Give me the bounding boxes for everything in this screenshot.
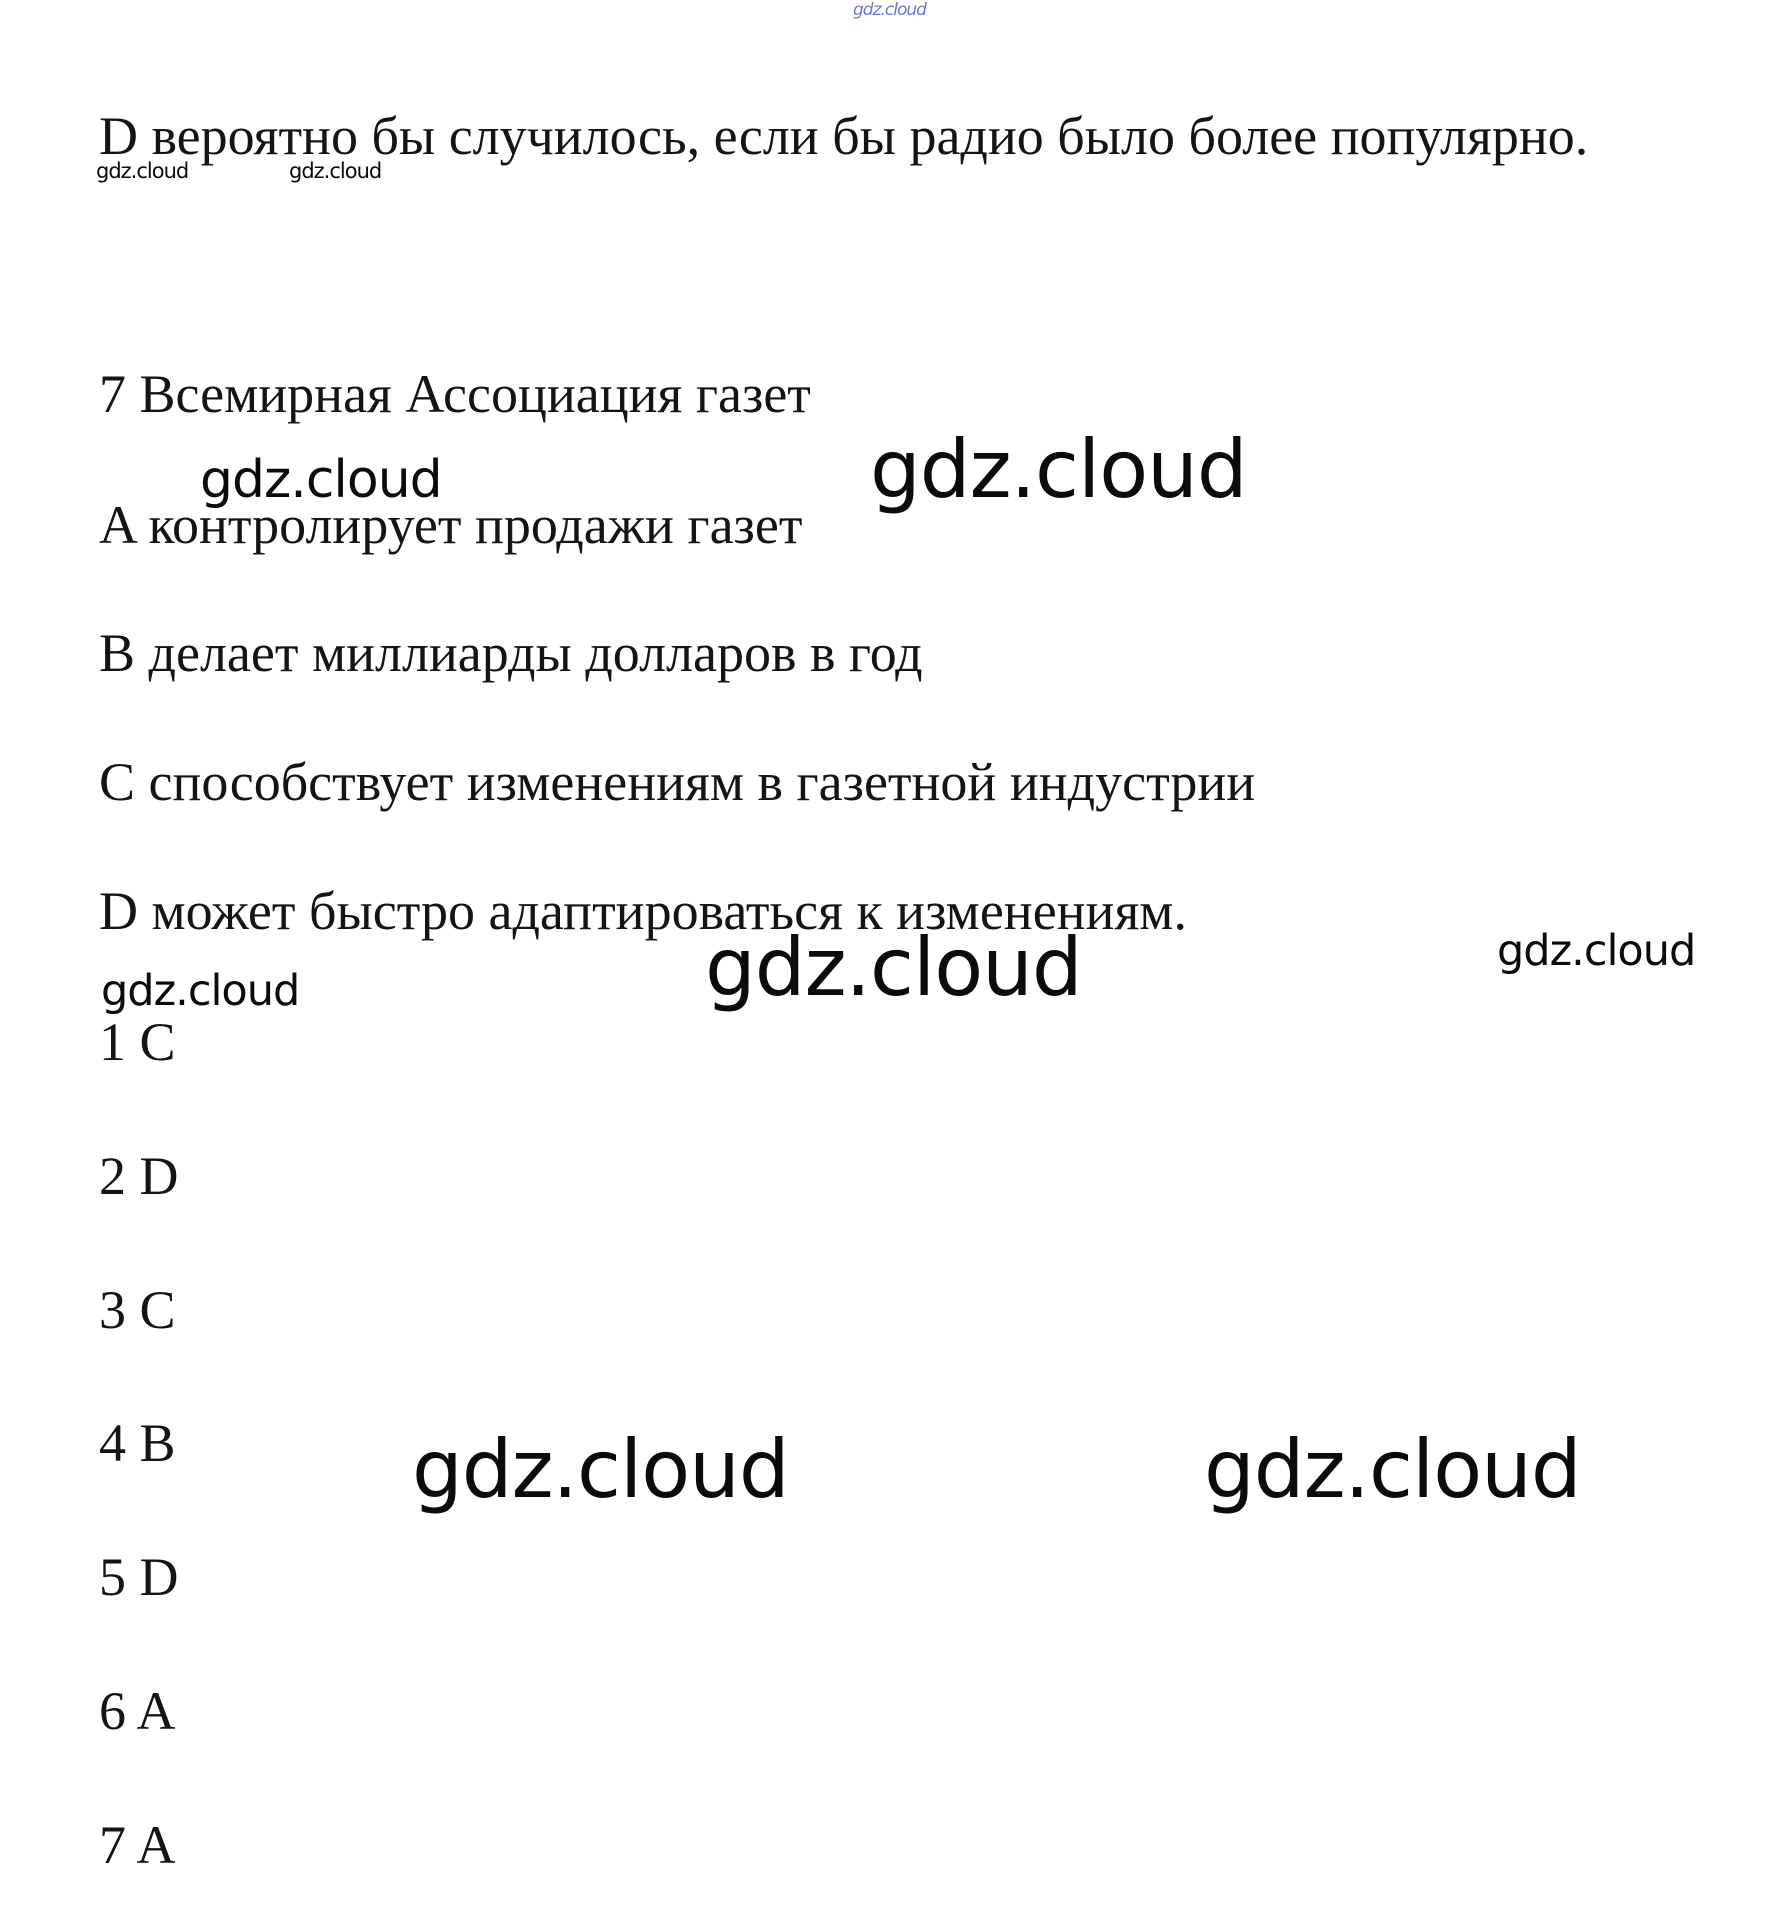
watermark-medium: gdz.cloud — [101, 966, 300, 1016]
option-line: B делает миллиарды долларов в год — [99, 623, 923, 683]
watermark-large: gdz.cloud — [412, 1423, 789, 1516]
watermark-large: gdz.cloud — [1204, 1423, 1581, 1516]
option-line: A контролирует продажи газет — [99, 495, 803, 555]
answer-item: 3 C — [99, 1280, 176, 1340]
watermark-large: gdz.cloud — [870, 423, 1247, 516]
watermark-medium: gdz.cloud — [200, 450, 442, 510]
answer-item: 2 D — [99, 1146, 179, 1206]
watermark-medium: gdz.cloud — [1497, 926, 1696, 976]
answer-item: 1 C — [99, 1012, 176, 1072]
watermark-small: gdz.cloud — [96, 159, 189, 183]
answer-item: 5 D — [99, 1547, 179, 1607]
option-line: D может быстро адаптироваться к изменениям. — [99, 881, 1187, 941]
answer-item: 4 B — [99, 1413, 176, 1473]
watermark-large: gdz.cloud — [705, 921, 1082, 1014]
answer-item: 6 A — [99, 1681, 176, 1741]
option-line: D вероятно бы случилось, если бы радио было более популярно. — [99, 106, 1589, 166]
answer-item: 7 A — [99, 1815, 176, 1875]
question-heading: 7 Всемирная Ассоциация газет — [99, 364, 811, 424]
watermark-small: gdz.cloud — [289, 159, 382, 183]
watermark-top: gdz.cloud — [853, 0, 926, 20]
option-line: C способствует изменениям в газетной индустрии — [99, 752, 1256, 812]
